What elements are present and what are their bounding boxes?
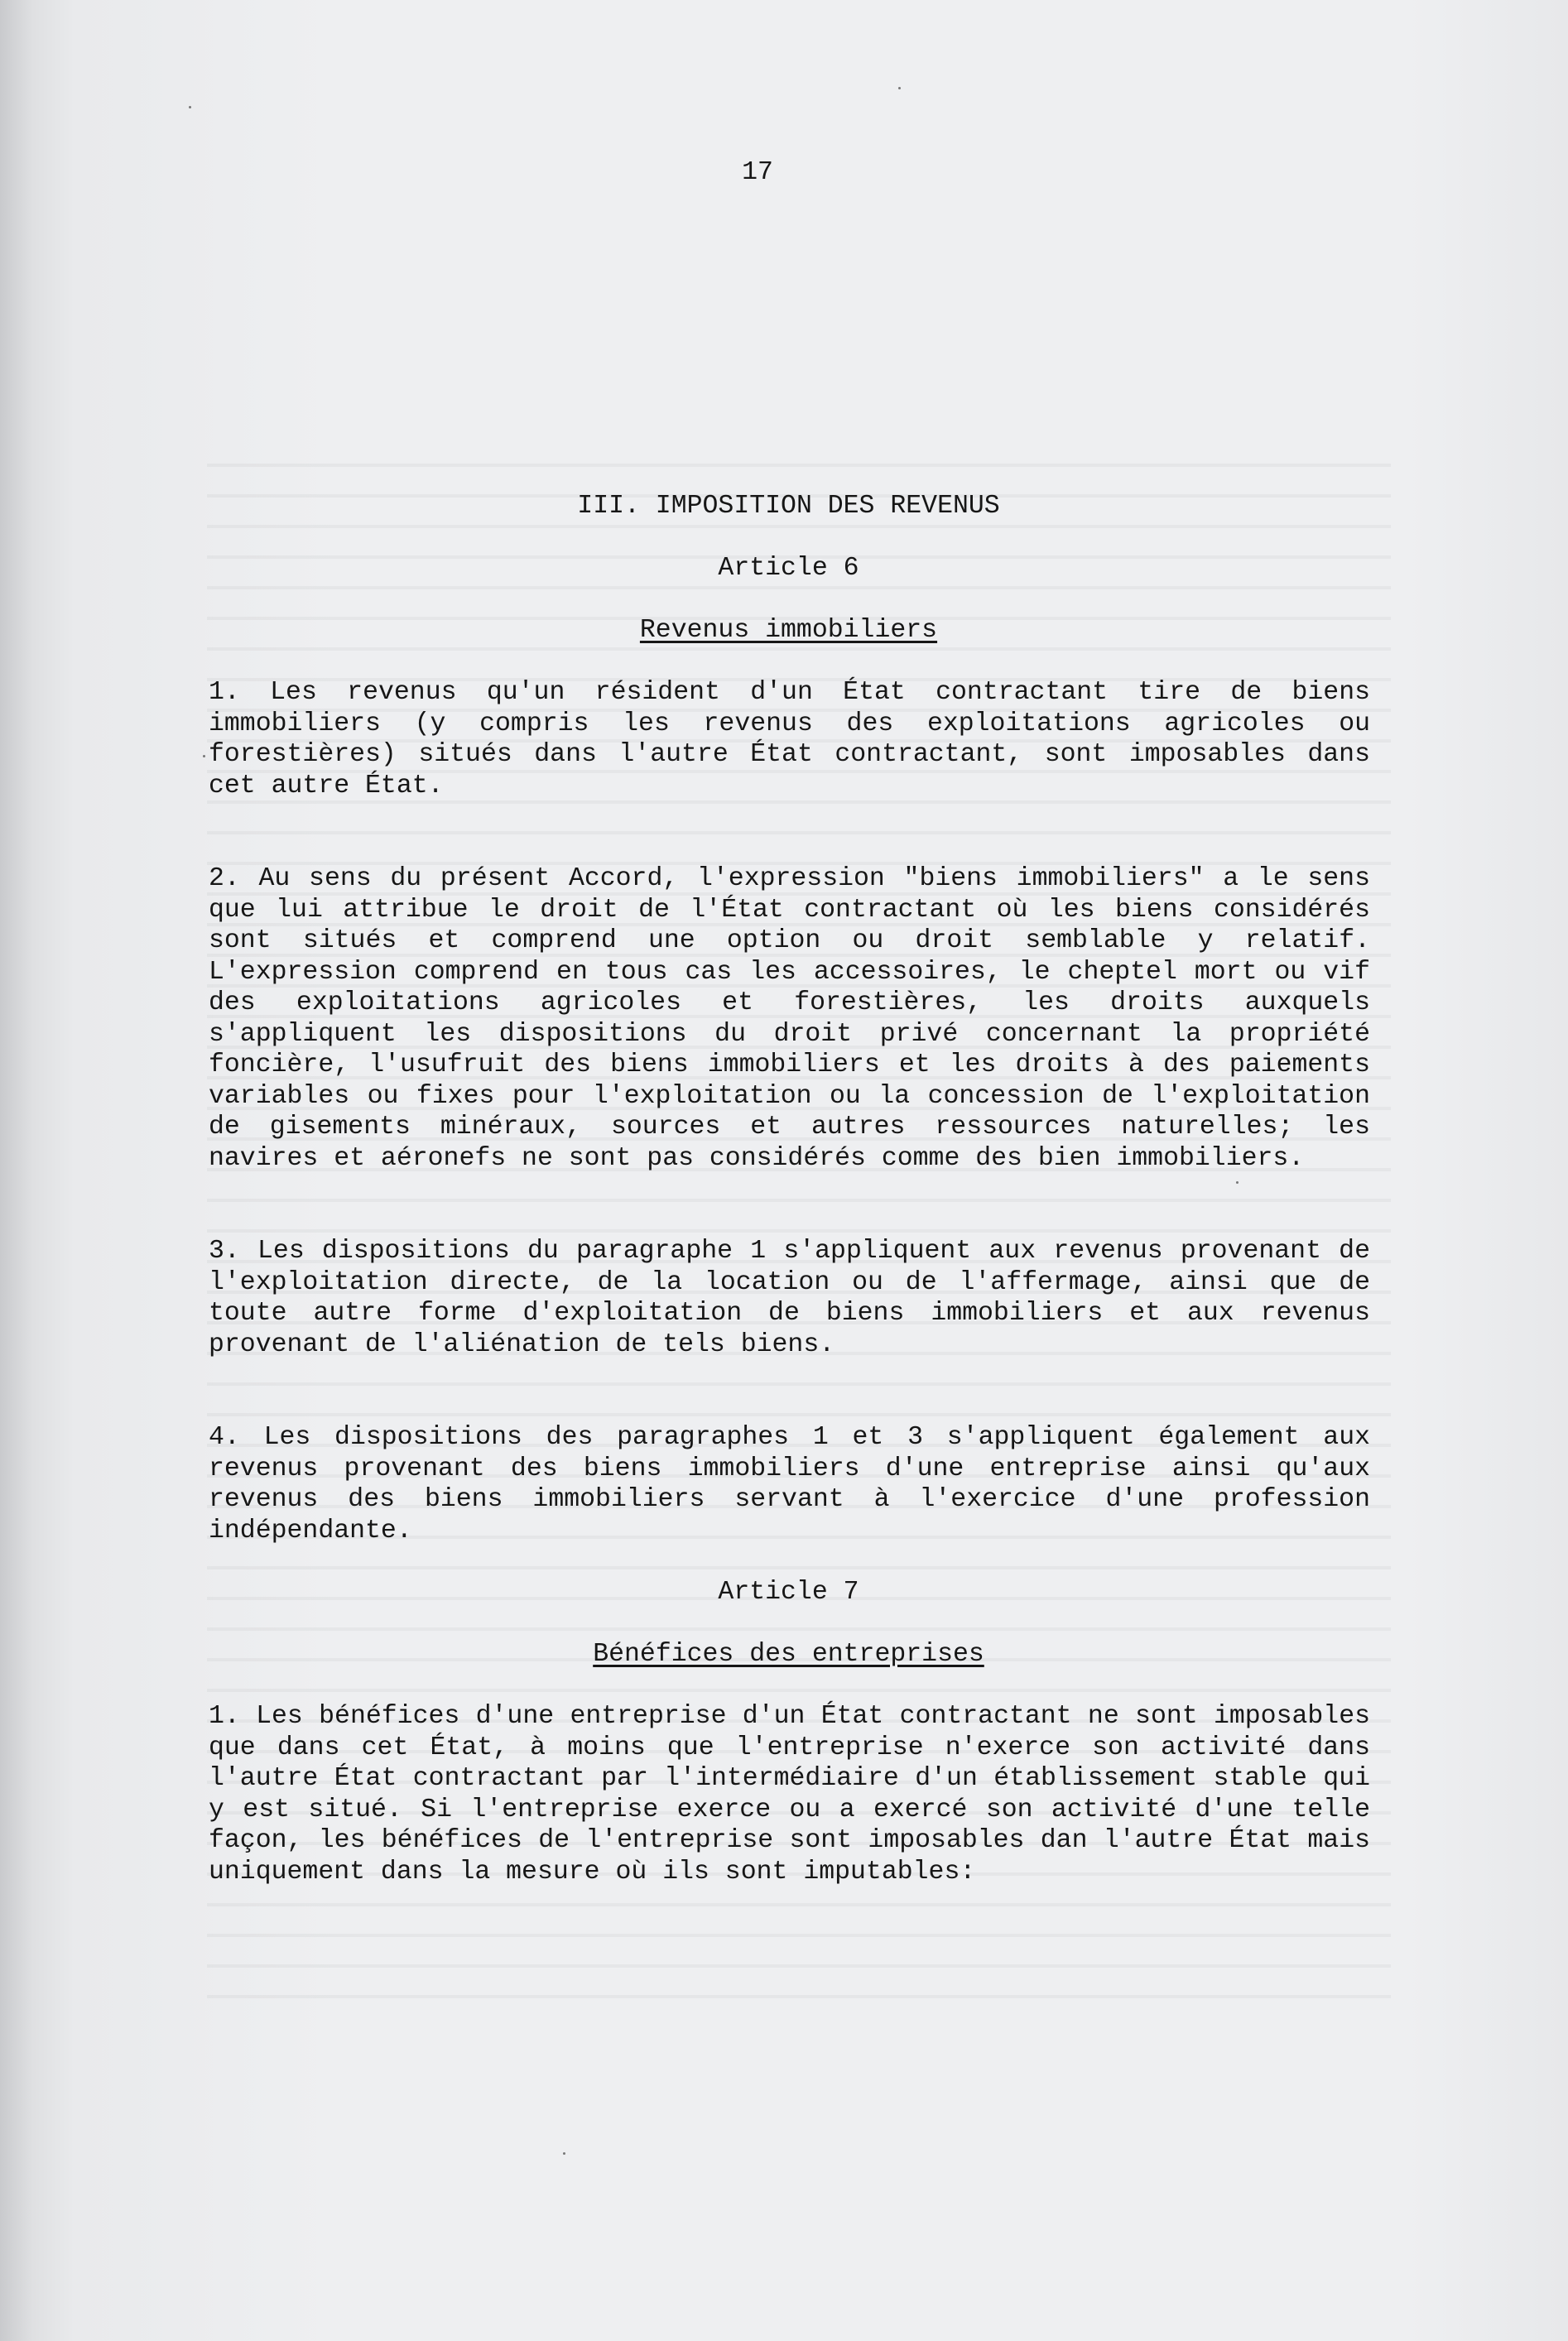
- article-7-subtitle-text: Bénéfices des entreprises: [593, 1640, 984, 1669]
- article-7-paragraph-1: 1. Les bénéfices d'une entreprise d'un État contractant ne sont imposables que dans cet État, à moins que l'entreprise n'exerce son activité dans l'autre État contractant par l'intermédiaire d'un établissement stable qui y est situé. Si l'entreprise exerce ou a exercé son activité d'une telle façon, les bénéfices de l'entreprise sont imposables dan l'autre État mais uniquement dans la mesure où ils sont imputables:: [209, 1702, 1370, 1887]
- article-6-paragraph-3: 3. Les dispositions du paragraphe 1 s'appliquent aux revenus provenant de l'exploitation directe, de la location ou de l'affermage, ainsi que de toute autre forme d'exploitation de biens immobiliers et aux revenus provenant de l'aliénation de tels biens.: [209, 1237, 1370, 1359]
- paper-speck: [563, 2152, 565, 2155]
- section-heading: III. IMPOSITION DES REVENUS: [577, 492, 1000, 521]
- article-6-paragraph-2: 2. Au sens du présent Accord, l'expression "biens immobiliers" a le sens que lui attribue le droit de l'État contractant où les biens considérés sont situés et comprend une option ou droit semblable y relatif. L'expression comprend en tous cas les accessoires, le cheptel mort ou vif des exploitations agricoles et forestières, les droits auxquels s'appliquent les dispositions du droit privé concernant la propriété foncière, l'usufruit des biens immobiliers et les droits à des paiements variables ou fixes pour l'exploitation ou la concession de l'exploitation de gisements minéraux, sources et autres ressources naturelles; les navires et aéronefs ne sont pas considérés comme des bien immobiliers.: [209, 864, 1370, 1173]
- article-7-title: Article 7: [718, 1578, 859, 1607]
- article-7-subtitle: [207, 1639, 1370, 1670]
- article-6-title: Article 6: [718, 554, 859, 583]
- paper-speck: [898, 87, 901, 89]
- paper-speck: [203, 755, 205, 757]
- article-6-paragraph-4: 4. Les dispositions des paragraphes 1 et 3 s'appliquent également aux revenus provenant des biens immobiliers d'une entreprise ainsi qu'aux revenus des biens immobiliers servant à l'exercice d'une profession indépendante.: [209, 1423, 1370, 1545]
- article-6-subtitle-text: Revenus immobiliers: [639, 616, 938, 645]
- page-number: 17: [742, 158, 773, 187]
- article-6-subtitle: [207, 615, 1370, 647]
- paper-speck: [189, 106, 191, 108]
- paper-speck: [1236, 1181, 1239, 1184]
- article-6-paragraph-1: 1. Les revenus qu'un résident d'un État contractant tire de biens immobiliers (y compris les revenus des exploitations agricoles ou forestières) situés dans l'autre État contractant, sont imposables dans cet autre État.: [209, 678, 1370, 800]
